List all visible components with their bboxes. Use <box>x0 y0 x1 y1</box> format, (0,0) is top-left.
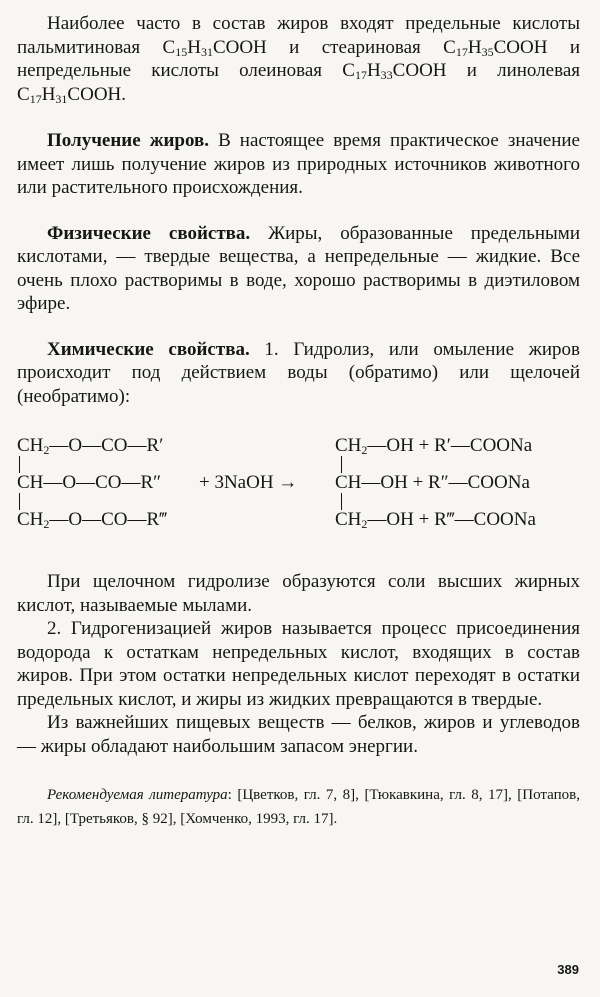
product-bond-upper <box>341 456 342 473</box>
references-label: Рекомендуемая литература <box>47 787 228 803</box>
production-heading: Получение жиров. <box>47 130 210 151</box>
physical-properties-heading: Физические свойства. <box>47 222 251 244</box>
references-list: : [Цветков, гл. 7, 8], [Тюкавкина, гл. 8, 17], [Потапов, гл. 12], [Третьяков, § 92], [Хомченко, 1993, гл. 17]. <box>17 787 580 827</box>
chemical-properties-section <box>17 338 580 409</box>
reagent-naoh: + 3NaOH → <box>199 472 298 493</box>
reactant-line-bottom: $CH_2—O—CO—R‴$ <box>17 509 168 531</box>
product-line-top: $CH_2—OH$ + R′—COONa <box>335 435 533 457</box>
product-bond-lower <box>341 493 342 510</box>
product-line-middle: CH—OH + R″—COONa <box>335 472 530 493</box>
reactant-line-middle: CH—O—CO—R″ <box>17 472 162 493</box>
reactant-bond-upper <box>19 456 20 473</box>
reactant-bond-lower <box>19 493 20 510</box>
fatty-acids-paragraph: Наиболее часто в состав жиров входят предельные кислоты пальмитиновая $C_{15}H_{31}COOH$ и стеариновая $C_{17}H_{35}COOH$ и непредельные кислоты олеиновая $C_{17}H_{33}COOH$ и линолевая $C_{17}H_{31}COOH$. <box>17 13 580 106</box>
product-line-bottom: $CH_2—OH$ + R‴—COONa <box>335 509 536 531</box>
physical-properties-text: Жиры, образованные предельными кислотами, — твердые вещества, а непредельные — жидкие. Все очень плохо растворимы в воде, хорошо растворимы в диэтиловом эфире. <box>17 222 580 314</box>
hydrogenation-paragraph: 2. Гидрогенизацией жиров называется процесс присоединения водорода к остаткам непредельных кислот, входящих в состав жиров. При этом остатки непредельных кислот переходят в остатки предельных кислот, и жиры из жидких превращаются в твердые. <box>17 618 580 710</box>
production-text: В настоящее время практическое значение имеет лишь получение жиров из природных источников животного или растительного происхождения. <box>17 130 580 198</box>
energy-paragraph: Из важнейших пищевых веществ — белков, жиров и углеводов — жиры обладают наибольшим запасом энергии. <box>17 712 580 757</box>
chemical-properties-text: 1. Гидролиз, или омыление жиров происходит под действием воды (обратимо) или щелочей (необратимо): <box>17 338 580 407</box>
production-section <box>17 129 580 200</box>
page-number: 389 <box>557 962 579 977</box>
recommended-literature <box>17 783 580 831</box>
reactant-line-top: $CH_2—O—CO—R'$ <box>17 435 164 457</box>
saponification-equation <box>17 436 580 546</box>
physical-properties-section <box>17 222 580 316</box>
chemical-properties-heading: Химические свойства. <box>47 338 250 360</box>
soaps-paragraph: При щелочном гидролизе образуются соли высших жирных кислот, называемые мылами. <box>17 571 580 616</box>
